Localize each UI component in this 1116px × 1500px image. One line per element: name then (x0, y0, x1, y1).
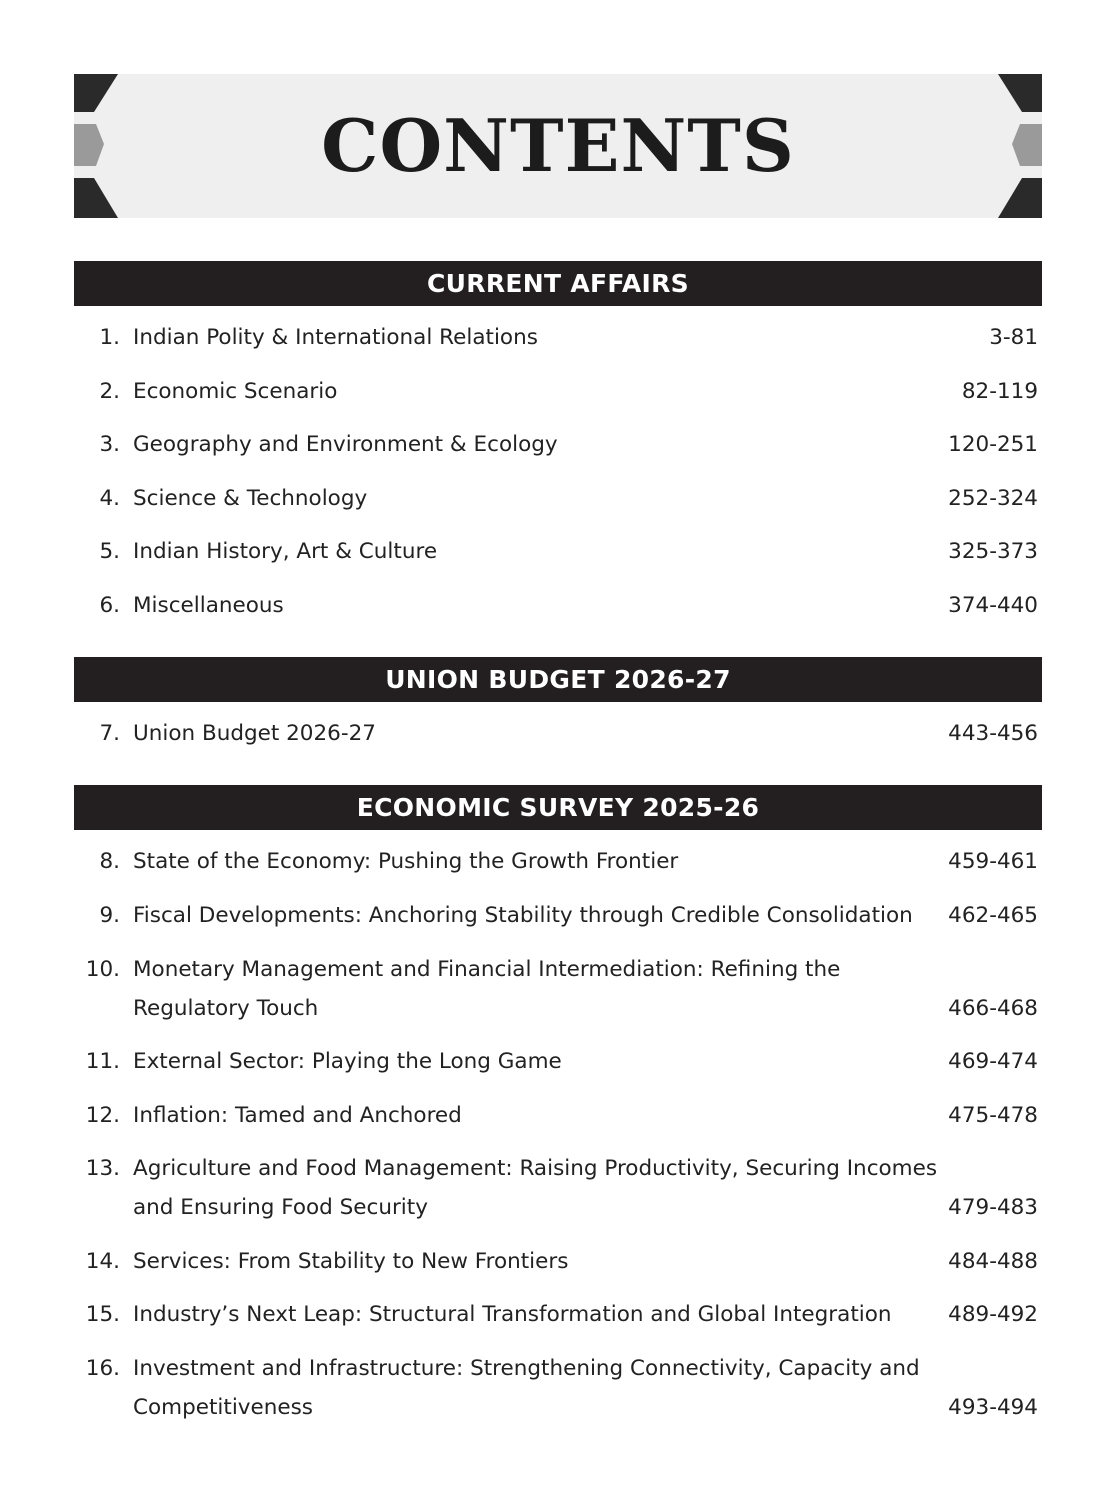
entry-pages: 493-494 (948, 1395, 1038, 1420)
entry-title: State of the Economy: Pushing the Growth Frontier (133, 849, 679, 874)
toc-entry[interactable] (74, 479, 1038, 518)
entry-number: 8. (99, 849, 120, 874)
entry-number: 15. (85, 1302, 120, 1327)
section-header-union-budget: UNION BUDGET 2026-27 (74, 657, 1042, 702)
entry-title: Fiscal Developments: Anchoring Stability through Credible Consolidation (133, 903, 913, 928)
entry-pages: 3-81 (989, 325, 1038, 350)
entry-title: Industry’s Next Leap: Structural Transformation and Global Integration (133, 1302, 892, 1327)
entry-pages: 462-465 (948, 903, 1038, 928)
entry-title: Inflation: Tamed and Anchored (133, 1103, 462, 1128)
entry-number: 9. (99, 903, 120, 928)
entry-title: Monetary Management and Financial Intermediation: Refining the Regulatory Touch (133, 957, 841, 1021)
toc-entry[interactable] (74, 318, 1038, 357)
entry-number: 10. (85, 957, 120, 982)
entry-number: 13. (85, 1156, 120, 1181)
section-header-economic-survey: ECONOMIC SURVEY 2025-26 (74, 785, 1042, 830)
entry-pages: 484-488 (948, 1249, 1038, 1274)
entry-number: 7. (99, 721, 120, 746)
entry-pages: 120-251 (948, 432, 1038, 457)
entry-title: Agriculture and Food Management: Raising Productivity, Securing Incomes and Ensuring Food Security (133, 1156, 938, 1220)
entry-number: 6. (99, 593, 120, 618)
entry-number: 16. (85, 1356, 120, 1381)
toc-entry[interactable] (74, 1295, 1038, 1334)
entry-title: Indian Polity & International Relations (133, 325, 538, 350)
entry-number: 4. (99, 486, 120, 511)
entry-pages: 252-324 (948, 486, 1038, 511)
entry-number: 1. (99, 325, 120, 350)
entry-number: 3. (99, 432, 120, 457)
page-title: CONTENTS (321, 103, 795, 188)
entry-pages: 466-468 (948, 996, 1038, 1021)
entry-title: Services: From Stability to New Frontiers (133, 1249, 569, 1274)
entry-pages: 469-474 (948, 1049, 1038, 1074)
toc-entry[interactable] (74, 950, 1038, 1028)
entry-pages: 489-492 (948, 1302, 1038, 1327)
entry-title: Indian History, Art & Culture (133, 539, 438, 564)
entry-number: 11. (85, 1049, 120, 1074)
entry-pages: 374-440 (948, 593, 1038, 618)
entry-title: Miscellaneous (133, 593, 284, 618)
entry-number: 2. (99, 379, 120, 404)
toc-entry[interactable] (74, 372, 1038, 411)
entry-title: Union Budget 2026-27 (133, 721, 376, 746)
entry-number: 14. (85, 1249, 120, 1274)
toc-entry[interactable] (74, 586, 1038, 625)
entry-title: Economic Scenario (133, 379, 338, 404)
toc-entry[interactable] (74, 842, 1038, 881)
entry-number: 5. (99, 539, 120, 564)
entry-pages: 325-373 (948, 539, 1038, 564)
toc-entry[interactable] (74, 1349, 1038, 1427)
toc-entry[interactable] (74, 1242, 1038, 1281)
entry-pages: 82-119 (961, 379, 1038, 404)
toc-entry[interactable] (74, 1042, 1038, 1081)
entry-pages: 475-478 (948, 1103, 1038, 1128)
toc-entry[interactable] (74, 1096, 1038, 1135)
entry-title: Science & Technology (133, 486, 368, 511)
toc-entry[interactable] (74, 532, 1038, 571)
toc-entry[interactable] (74, 896, 1038, 935)
section-header-current-affairs: CURRENT AFFAIRS (74, 261, 1042, 306)
toc-entry[interactable] (74, 1149, 1038, 1227)
entry-title: Geography and Environment & Ecology (133, 432, 558, 457)
contents-banner (74, 74, 1042, 218)
entry-pages: 443-456 (948, 721, 1038, 746)
entry-title: External Sector: Playing the Long Game (133, 1049, 562, 1074)
entry-pages: 459-461 (948, 849, 1038, 874)
toc-entry[interactable] (74, 714, 1038, 753)
entry-title: Investment and Infrastructure: Strengthening Connectivity, Capacity and Competitiveness (133, 1356, 920, 1420)
right-corner-ornament (982, 74, 1042, 218)
entry-number: 12. (85, 1103, 120, 1128)
toc-entry[interactable] (74, 425, 1038, 464)
entry-pages: 479-483 (948, 1195, 1038, 1220)
